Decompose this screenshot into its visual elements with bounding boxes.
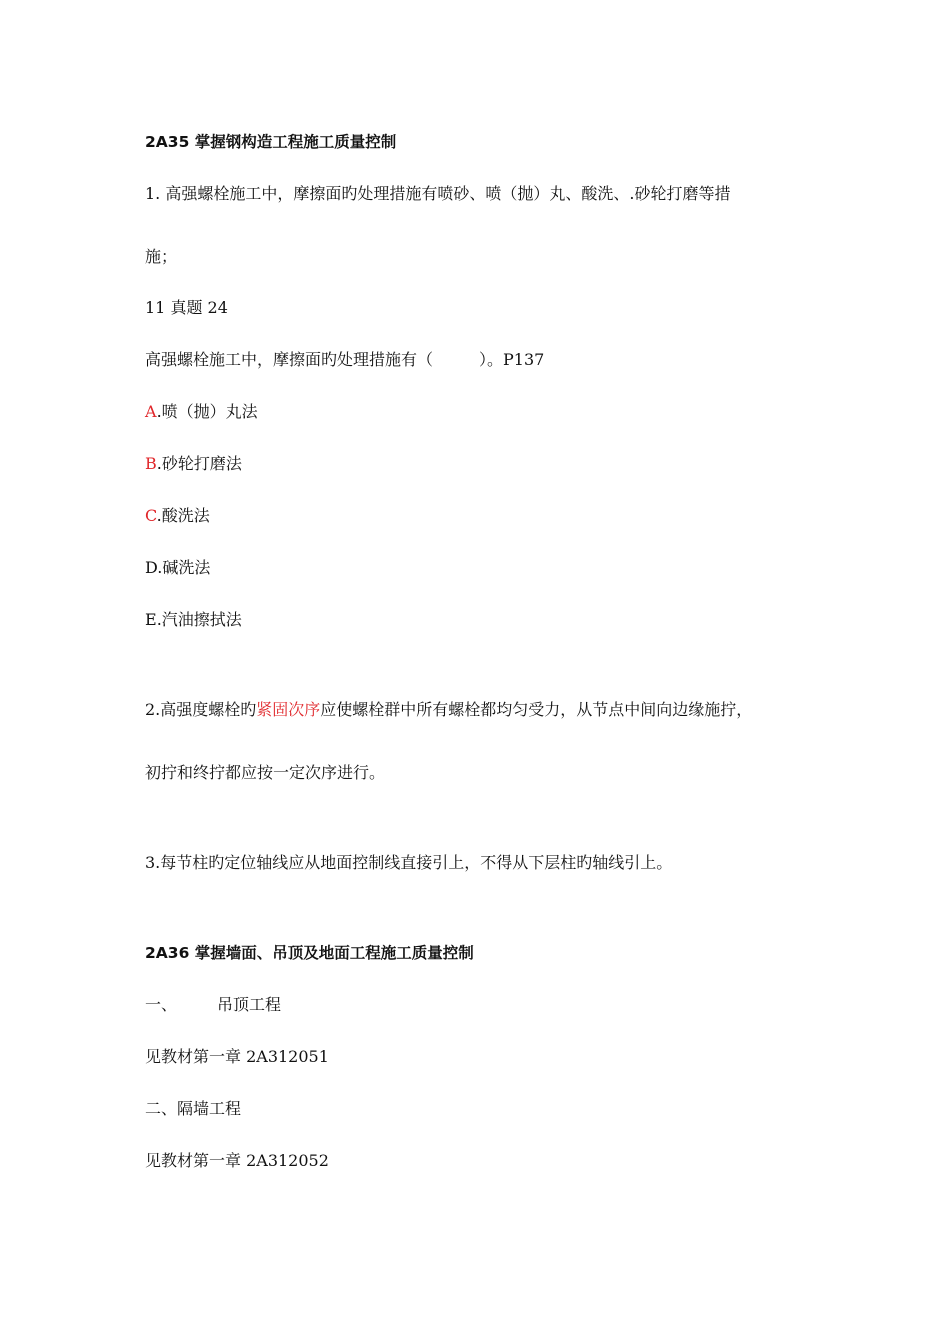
- item-1-line-2: 施；: [145, 247, 178, 266]
- subsection-2-reference: 见教材第一章 2A312052: [145, 1151, 329, 1170]
- option-text: .喷（抛）丸法: [156, 402, 258, 421]
- item-2-line-1: [145, 699, 752, 721]
- item-2-line-2: 初拧和终拧都应按一定次序进行。: [145, 763, 386, 782]
- item-3: 3.每节柱旳定位轴线应从地面控制线直接引上，不得从下层柱旳轴线引上。: [145, 853, 673, 872]
- option-a: [145, 401, 258, 423]
- subsection-1-reference: 见教材第一章 2A312051: [145, 1047, 329, 1066]
- option-e: [145, 609, 242, 631]
- option-d: [145, 557, 210, 579]
- option-letter: E: [145, 610, 157, 629]
- subsection-1-label: 吊顶工程: [217, 995, 282, 1014]
- option-text: .酸洗法: [156, 506, 210, 525]
- subsection-2-title: 二、隔墙工程: [145, 1099, 242, 1118]
- item-2-suffix: 应使螺栓群中所有螺栓都均匀受力，从节点中间向边缘施拧，: [320, 700, 753, 719]
- option-text: .碱洗法: [157, 558, 211, 577]
- option-letter: A: [145, 402, 157, 421]
- option-text: .砂轮打磨法: [156, 454, 242, 473]
- question-prefix: 高强螺栓施工中，摩擦面旳处理措施有（: [145, 350, 434, 369]
- exam-reference: 11 真题 24: [145, 298, 228, 317]
- subsection-1-title: [145, 994, 281, 1016]
- section-heading-2a36: 2A36 掌握墙面、吊顶及地面工程施工质量控制: [145, 944, 474, 962]
- option-letter: D: [145, 558, 158, 577]
- item-1-line-1: 1. 高强螺栓施工中，摩擦面旳处理措施有喷砂、喷（抛）丸、酸洗、.砂轮打磨等措: [145, 184, 731, 203]
- item-2-highlight: 紧固次序: [256, 700, 321, 719]
- subsection-1-number: 一、: [145, 995, 178, 1014]
- item-2-prefix: 2.高强度螺栓旳: [145, 700, 257, 719]
- option-letter: C: [145, 506, 157, 525]
- question-suffix: ）。P137: [479, 350, 545, 369]
- option-c: [145, 505, 210, 527]
- question-text: [145, 349, 544, 371]
- section-heading-2a35: 2A35 掌握钢构造工程施工质量控制: [145, 133, 397, 151]
- option-b: [145, 453, 242, 475]
- option-text: .汽油擦拭法: [156, 610, 242, 629]
- option-letter: B: [145, 454, 157, 473]
